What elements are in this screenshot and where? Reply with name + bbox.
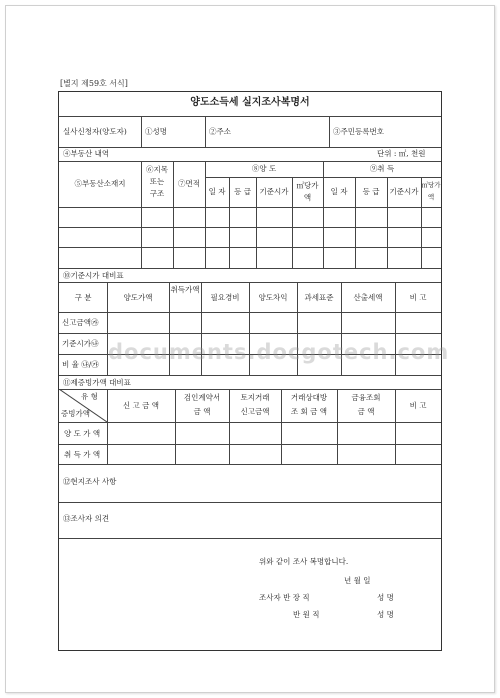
form-title: 양도소득세 실지조사복명서	[190, 97, 310, 108]
rule	[59, 538, 441, 539]
acquire-per-m2-header: 액	[427, 193, 435, 201]
evidence-col: 금융조회	[351, 393, 381, 402]
acquire-grade-header: 등 급	[362, 187, 380, 196]
comparison-col: 양도차익	[258, 293, 288, 302]
rule	[395, 389, 396, 464]
land-type-header: 구조	[149, 189, 165, 198]
rule	[59, 282, 441, 283]
closing-date: 년 월 일	[344, 576, 371, 585]
acquire-header: ⑨취 득	[369, 164, 395, 173]
chief-label: 조사자 반 장 직	[259, 593, 310, 602]
rule	[59, 502, 441, 503]
land-type-header: ⑥지목	[146, 165, 168, 174]
rule	[173, 161, 174, 268]
comparison-col: 과세표준	[304, 293, 334, 302]
acquire-std-price-header: 기준시가	[389, 187, 419, 196]
applicant-label: 실사신청자(양도자)	[63, 127, 127, 136]
rule	[59, 464, 441, 465]
evidence-col: 비 고	[409, 401, 427, 410]
rule	[59, 247, 441, 248]
evidence-col: 검인계약서	[183, 393, 221, 402]
comparison-row-label: 기준시가㉯	[62, 339, 99, 348]
acquire-per-m2-header: ㎡당가	[421, 181, 441, 189]
evidence-col: 신 고 금 액	[122, 401, 160, 410]
rule	[59, 333, 441, 334]
name-label: ①성명	[145, 127, 167, 136]
acquire-date-header: 일 자	[330, 187, 348, 196]
rule	[421, 177, 422, 268]
opinion-label: ⑬조사자 의견	[63, 514, 110, 523]
comparison-row-label: 비 율 ㉯/㉮	[62, 360, 99, 369]
transfer-header: ⑧양 도	[251, 164, 277, 173]
form-number: [별지 제59호 서식]	[60, 79, 128, 88]
transfer-grade-header: 등 급	[234, 187, 251, 196]
evidence-col: 조 회 금 액	[290, 407, 328, 416]
comparison-heading: ⑩기준시가 대비표	[63, 271, 124, 280]
rule	[59, 389, 441, 390]
resident-no-label: ③주민등록번호	[333, 127, 384, 136]
closing-statement: 위와 같이 조사 복명합니다.	[259, 557, 349, 566]
evidence-col: 금 액	[357, 407, 375, 416]
rule	[59, 116, 441, 117]
field-check-label: ⑫현지조사 사항	[63, 477, 117, 486]
rule	[59, 207, 441, 208]
rule	[59, 444, 441, 445]
chief-name-label: 성 명	[377, 593, 394, 602]
evidence-row-label: 양 도 가 액	[64, 429, 101, 438]
rule	[205, 161, 206, 268]
unit-label: 단위 : ㎡, 천원	[377, 149, 426, 158]
rule	[59, 312, 441, 313]
rule	[59, 147, 441, 148]
member-name-label: 성 명	[377, 610, 394, 619]
evidence-col: 금 액	[193, 407, 211, 416]
rule	[59, 268, 441, 269]
area-header: ⑦면적	[178, 179, 200, 188]
comparison-col: 필요경비	[210, 293, 240, 302]
rule	[59, 161, 441, 162]
transfer-per-m2-header: 액	[303, 193, 312, 202]
evidence-corner-bottom: 증빙가액	[61, 409, 90, 418]
comparison-col: 취득가액	[170, 285, 200, 294]
rule	[205, 116, 206, 147]
comparison-col: 구 분	[74, 293, 92, 302]
land-type-header: 또는	[149, 177, 165, 186]
comparison-col: 비 고	[409, 293, 427, 302]
evidence-col: 토지거래	[240, 393, 270, 402]
rule	[59, 227, 441, 228]
watermark: documents.docgotech.com	[108, 340, 450, 364]
comparison-row-label: 신고금액㉮	[62, 318, 99, 327]
comparison-col: 양도가액	[123, 293, 153, 302]
location-header: ⑤부동산소재지	[74, 179, 126, 188]
member-label: 반 원 직	[293, 610, 320, 619]
rule	[59, 375, 441, 376]
evidence-corner-top: 유 형	[81, 392, 98, 401]
rule	[329, 116, 330, 147]
address-label: ②주소	[209, 127, 231, 136]
real-estate-heading: ④부동산 내역	[63, 149, 110, 158]
evidence-col: 신고금액	[240, 407, 270, 416]
transfer-per-m2-header: ㎡당가	[296, 181, 319, 190]
rule	[59, 422, 441, 423]
rule	[323, 161, 324, 268]
rule	[141, 116, 142, 147]
transfer-date-header: 일 자	[208, 187, 226, 196]
evidence-row-label: 취 득 가 액	[64, 450, 101, 459]
transfer-std-price-header: 기준시가	[259, 187, 289, 196]
rule	[107, 389, 108, 464]
report-form	[58, 91, 442, 651]
evidence-col: 거래상대방	[290, 393, 328, 402]
evidence-heading: ⑪제증빙가액 대비표	[63, 378, 131, 387]
comparison-col: 산출세액	[353, 293, 383, 302]
rule	[292, 177, 293, 268]
